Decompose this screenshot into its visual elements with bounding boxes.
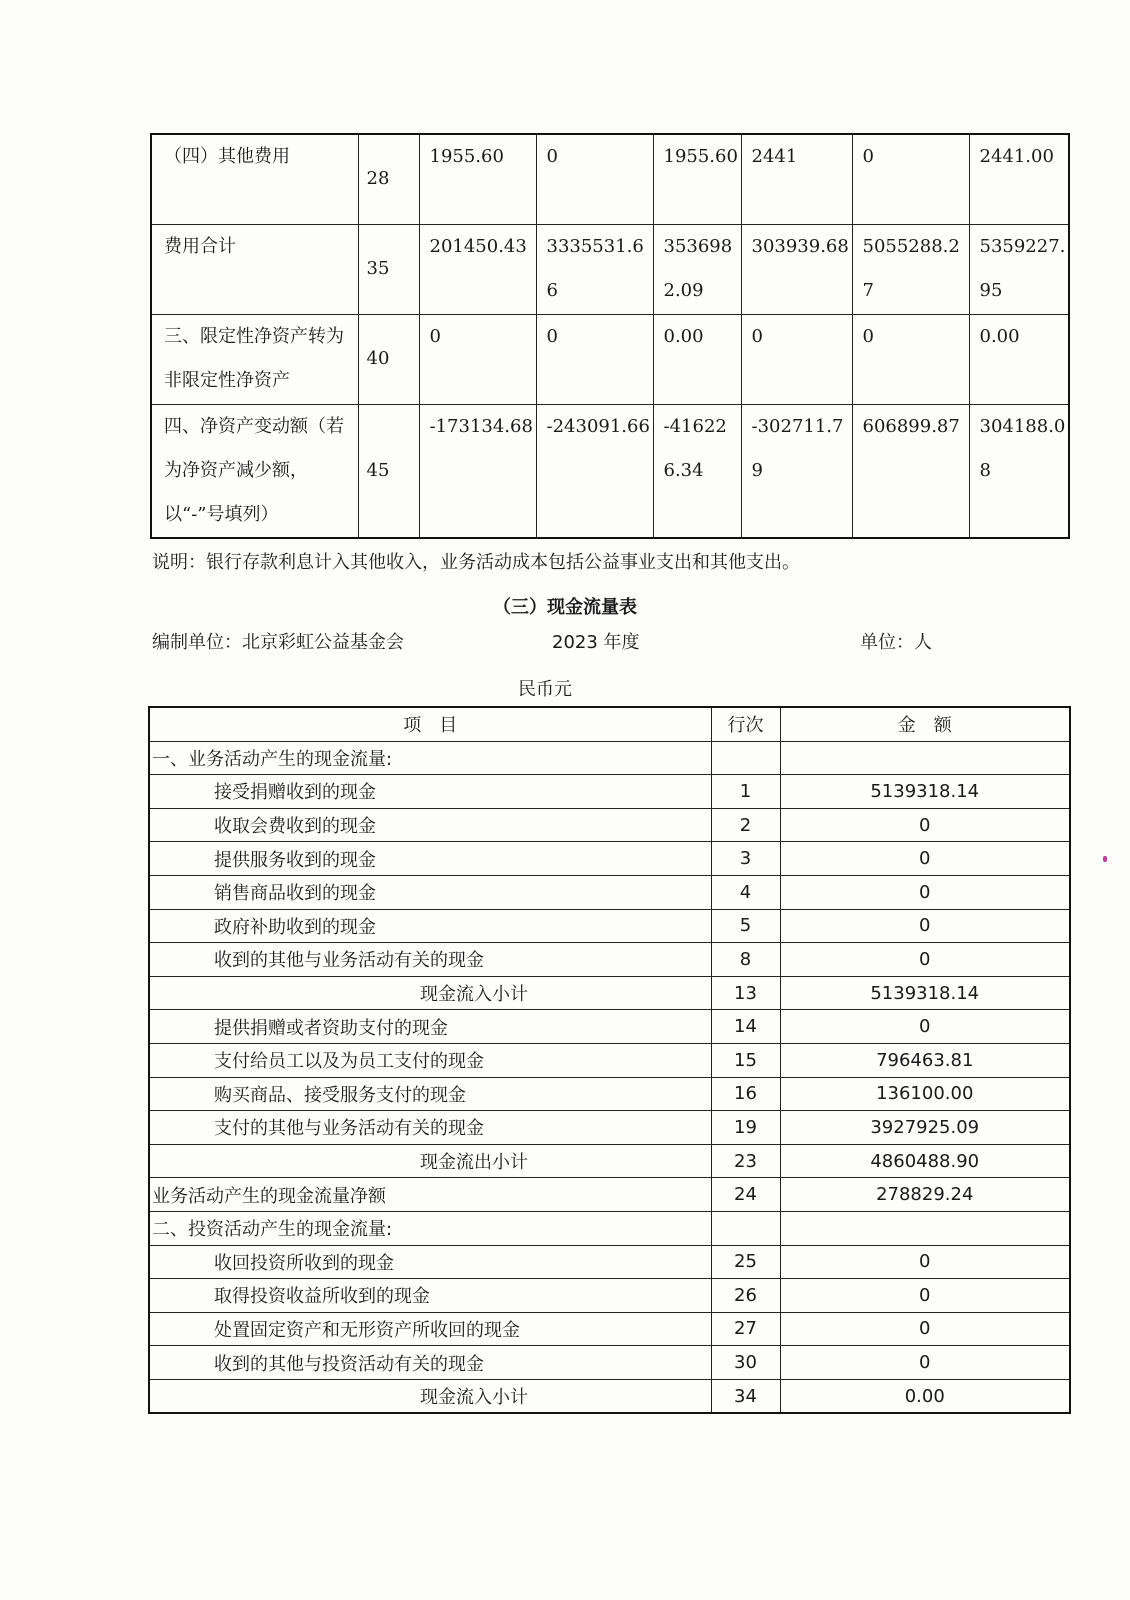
cash-flow-row	[149, 1111, 1070, 1145]
item-name: 销售商品收到的现金	[149, 875, 711, 909]
line-number: 15	[711, 1043, 780, 1077]
item-name: 政府补助收到的现金	[149, 909, 711, 943]
activity-row	[151, 404, 1069, 538]
row-value: 0	[419, 314, 536, 404]
cash-flow-row	[149, 1211, 1070, 1245]
item-name: 现金流出小计	[149, 1144, 711, 1178]
row-code: 35	[358, 224, 419, 314]
activity-row	[151, 314, 1069, 404]
line-number: 14	[711, 1010, 780, 1044]
item-name: 支付的其他与业务活动有关的现金	[149, 1111, 711, 1145]
line-number: 24	[711, 1178, 780, 1212]
row-value: 0	[536, 134, 653, 224]
row-value: 0	[852, 314, 969, 404]
row-value: 0	[741, 314, 852, 404]
amount: 0	[780, 1010, 1070, 1044]
scan-mark	[1103, 856, 1107, 862]
activity-row	[151, 134, 1069, 224]
cash-flow-table	[148, 706, 1071, 1414]
row-label: 费用合计	[151, 224, 358, 314]
row-value: 304188.08	[969, 404, 1069, 538]
row-value: 2441	[741, 134, 852, 224]
amount: 0.00	[780, 1379, 1070, 1413]
item-name: 收取会费收到的现金	[149, 808, 711, 842]
line-number: 8	[711, 943, 780, 977]
amount: 3927925.09	[780, 1111, 1070, 1145]
row-value: -243091.66	[536, 404, 653, 538]
header-row	[149, 707, 1070, 741]
cash-flow-row	[149, 1178, 1070, 1212]
line-number: 16	[711, 1077, 780, 1111]
amount: 0	[780, 1312, 1070, 1346]
amount	[780, 741, 1070, 775]
note-text: 说明：银行存款利息计入其他收入，业务活动成本包括公益事业支出和其他支出。	[152, 552, 800, 573]
line-number: 4	[711, 875, 780, 909]
row-code: 45	[358, 404, 419, 538]
cash-flow-row	[149, 909, 1070, 943]
row-value: 0.00	[653, 314, 741, 404]
cash-flow-row	[149, 1010, 1070, 1044]
amount: 0	[780, 1346, 1070, 1380]
cash-flow-row	[149, 1144, 1070, 1178]
header-amount: 金 额	[780, 707, 1070, 741]
cash-flow-row	[149, 1346, 1070, 1380]
row-label: （四）其他费用	[151, 134, 358, 224]
row-label: 三、限定性净资产转为非限定性净资产	[151, 314, 358, 404]
org-label: 编制单位：北京彩虹公益基金会	[152, 632, 404, 653]
item-name: 提供捐赠或者资助支付的现金	[149, 1010, 711, 1044]
cash-flow-title: （三）现金流量表	[493, 597, 637, 618]
row-value: 606899.87	[852, 404, 969, 538]
row-value: -416226.34	[653, 404, 741, 538]
cash-flow-row	[149, 1379, 1070, 1413]
amount: 136100.00	[780, 1077, 1070, 1111]
cash-flow-row	[149, 976, 1070, 1010]
row-value: 5055288.27	[852, 224, 969, 314]
line-number: 23	[711, 1144, 780, 1178]
row-value: 0	[536, 314, 653, 404]
row-value: -173134.68	[419, 404, 536, 538]
row-value: 2441.00	[969, 134, 1069, 224]
line-number: 3	[711, 842, 780, 876]
cash-flow-row	[149, 1279, 1070, 1313]
row-value: 201450.43	[419, 224, 536, 314]
line-number: 19	[711, 1111, 780, 1145]
line-number: 26	[711, 1279, 780, 1313]
line-number: 34	[711, 1379, 780, 1413]
row-value: 5359227.95	[969, 224, 1069, 314]
cash-flow-row	[149, 808, 1070, 842]
row-value: 0.00	[969, 314, 1069, 404]
line-number	[711, 1211, 780, 1245]
line-number: 25	[711, 1245, 780, 1279]
item-name: 支付给员工以及为员工支付的现金	[149, 1043, 711, 1077]
amount: 0	[780, 875, 1070, 909]
row-code: 40	[358, 314, 419, 404]
amount: 4860488.90	[780, 1144, 1070, 1178]
line-number: 27	[711, 1312, 780, 1346]
activity-statement-table	[150, 133, 1070, 539]
amount: 0	[780, 842, 1070, 876]
line-number	[711, 741, 780, 775]
row-code: 28	[358, 134, 419, 224]
item-name: 收回投资所收到的现金	[149, 1245, 711, 1279]
row-value: 1955.60	[419, 134, 536, 224]
cash-flow-row	[149, 1245, 1070, 1279]
cash-flow-row	[149, 1077, 1070, 1111]
item-name: 业务活动产生的现金流量净额	[149, 1178, 711, 1212]
row-value: 3536982.09	[653, 224, 741, 314]
cash-flow-row	[149, 1043, 1070, 1077]
item-name: 接受捐赠收到的现金	[149, 775, 711, 809]
cash-flow-row	[149, 775, 1070, 809]
cash-flow-row	[149, 943, 1070, 977]
line-number: 1	[711, 775, 780, 809]
item-name: 现金流入小计	[149, 976, 711, 1010]
amount: 0	[780, 909, 1070, 943]
line-number: 2	[711, 808, 780, 842]
item-name: 处置固定资产和无形资产所收回的现金	[149, 1312, 711, 1346]
row-value: 3335531.66	[536, 224, 653, 314]
item-name: 二、投资活动产生的现金流量:	[149, 1211, 711, 1245]
activity-row	[151, 224, 1069, 314]
row-value: 303939.68	[741, 224, 852, 314]
unit-label: 单位：人	[860, 632, 932, 653]
amount: 0	[780, 943, 1070, 977]
amount: 278829.24	[780, 1178, 1070, 1212]
row-label: 四、净资产变动额（若为净资产减少额，以“-”号填列）	[151, 404, 358, 538]
amount: 5139318.14	[780, 976, 1070, 1010]
cash-flow-row	[149, 741, 1070, 775]
line-number: 30	[711, 1346, 780, 1380]
unit-label-cont: 民币元	[518, 679, 572, 700]
row-value: 1955.60	[653, 134, 741, 224]
amount	[780, 1211, 1070, 1245]
cash-flow-row	[149, 875, 1070, 909]
item-name: 现金流入小计	[149, 1379, 711, 1413]
cash-flow-row	[149, 1312, 1070, 1346]
amount: 796463.81	[780, 1043, 1070, 1077]
amount: 5139318.14	[780, 775, 1070, 809]
item-name: 取得投资收益所收到的现金	[149, 1279, 711, 1313]
item-name: 收到的其他与业务活动有关的现金	[149, 943, 711, 977]
cash-flow-row	[149, 842, 1070, 876]
item-name: 提供服务收到的现金	[149, 842, 711, 876]
header-line: 行次	[711, 707, 780, 741]
year-label: 2023 年度	[552, 632, 640, 653]
item-name: 一、业务活动产生的现金流量:	[149, 741, 711, 775]
item-name: 购买商品、接受服务支付的现金	[149, 1077, 711, 1111]
amount: 0	[780, 808, 1070, 842]
row-value: 0	[852, 134, 969, 224]
line-number: 5	[711, 909, 780, 943]
item-name: 收到的其他与投资活动有关的现金	[149, 1346, 711, 1380]
amount: 0	[780, 1279, 1070, 1313]
header-item: 项 目	[149, 707, 711, 741]
line-number: 13	[711, 976, 780, 1010]
row-value: -302711.79	[741, 404, 852, 538]
amount: 0	[780, 1245, 1070, 1279]
